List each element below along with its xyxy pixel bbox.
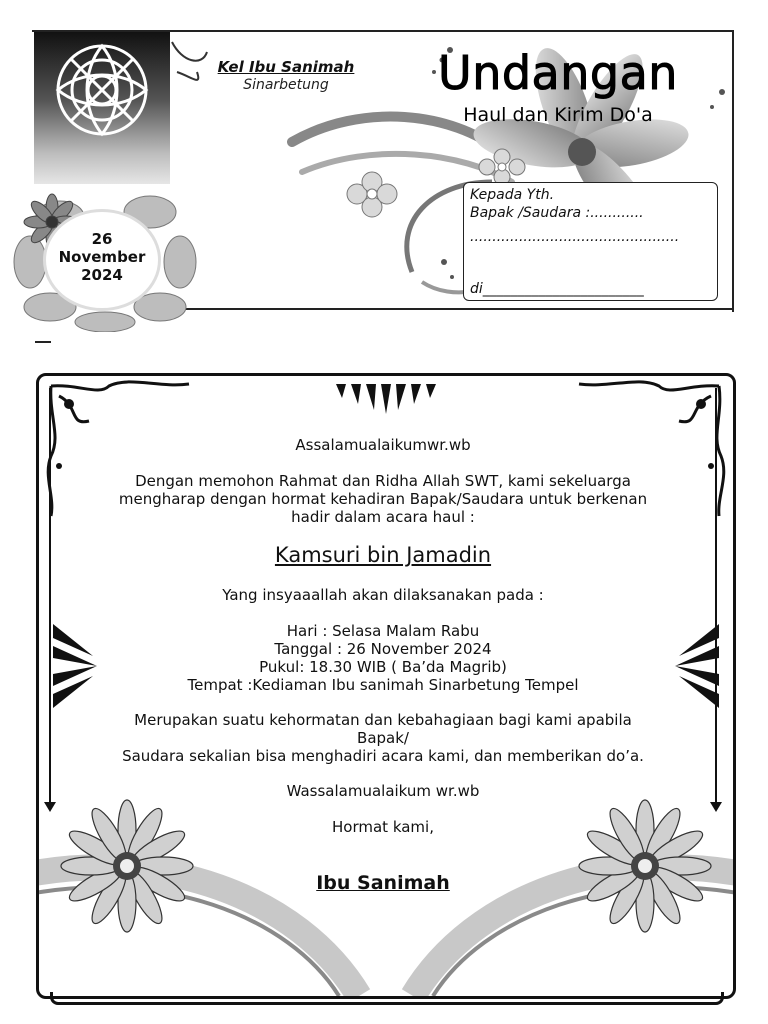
schedule-intro: Yang insyaaallah akan dilaksanakan pada : (222, 586, 544, 604)
event-date: Tanggal : 26 November 2024 (274, 640, 492, 658)
invitation-title: Undangan (438, 46, 678, 100)
letter-side-line-left (49, 388, 51, 806)
recipient-blank-line: ............................................... (470, 229, 680, 245)
closing-line-1: Merupakan suatu kehormatan dan kebahagiaan bagi kami apabila (134, 711, 632, 729)
letter-side-line-right (715, 388, 717, 806)
invitation-subtitle: Haul dan Kirim Do'a (463, 104, 653, 126)
intro-line-1: Dengan memohon Rahmat dan Ridha Allah SWT, kami sekeluarga (135, 472, 631, 490)
date-month: November (58, 248, 146, 266)
village-name: Sinarbetung (243, 77, 329, 93)
closing-line-2: Bapak/ (357, 729, 409, 747)
event-place: Tempat :Kediaman Ibu sanimah Sinarbetung Tempel (187, 676, 579, 694)
event-date-badge (46, 230, 158, 284)
recipient-name-line: Bapak /Saudara :............ (470, 205, 644, 221)
date-day: 26 (91, 230, 113, 248)
closing-line-3: Saudara sekalian bisa menghadiri acara kami, dan memberikan do’a. (122, 747, 644, 765)
arrow-down-icon (710, 802, 722, 812)
deceased-name: Kamsuri bin Jamadin (274, 543, 492, 567)
ornament-panel (34, 32, 170, 184)
letter-shadow (50, 992, 724, 1005)
recipient-location-line: di_______________________ (470, 281, 644, 297)
date-year: 2024 (81, 266, 123, 284)
divider-dash (35, 341, 51, 343)
event-time: Pukul: 18.30 WIB ( Ba’da Magrib) (259, 658, 507, 676)
event-day: Hari : Selasa Malam Rabu (286, 622, 480, 640)
recipient-salutation: Kepada Yth. (470, 187, 555, 203)
intro-line-2: mengharap dengan hormat kehadiran Bapak/Saudara untuk berkenan (118, 490, 648, 508)
arrow-down-icon (44, 802, 56, 812)
family-name: Kel Ibu Sanimah (217, 58, 355, 76)
mandala-ornament (34, 32, 170, 184)
envelope-bottom-line (176, 308, 732, 310)
signer-name: Ibu Sanimah (316, 872, 450, 894)
regards: Hormat kami, (332, 818, 434, 836)
intro-line-3: hadir dalam acara haul : (291, 508, 475, 526)
closing-salam: Wassalamualaikum wr.wb (286, 782, 480, 800)
greeting: Assalamualaikumwr.wb (295, 436, 471, 454)
